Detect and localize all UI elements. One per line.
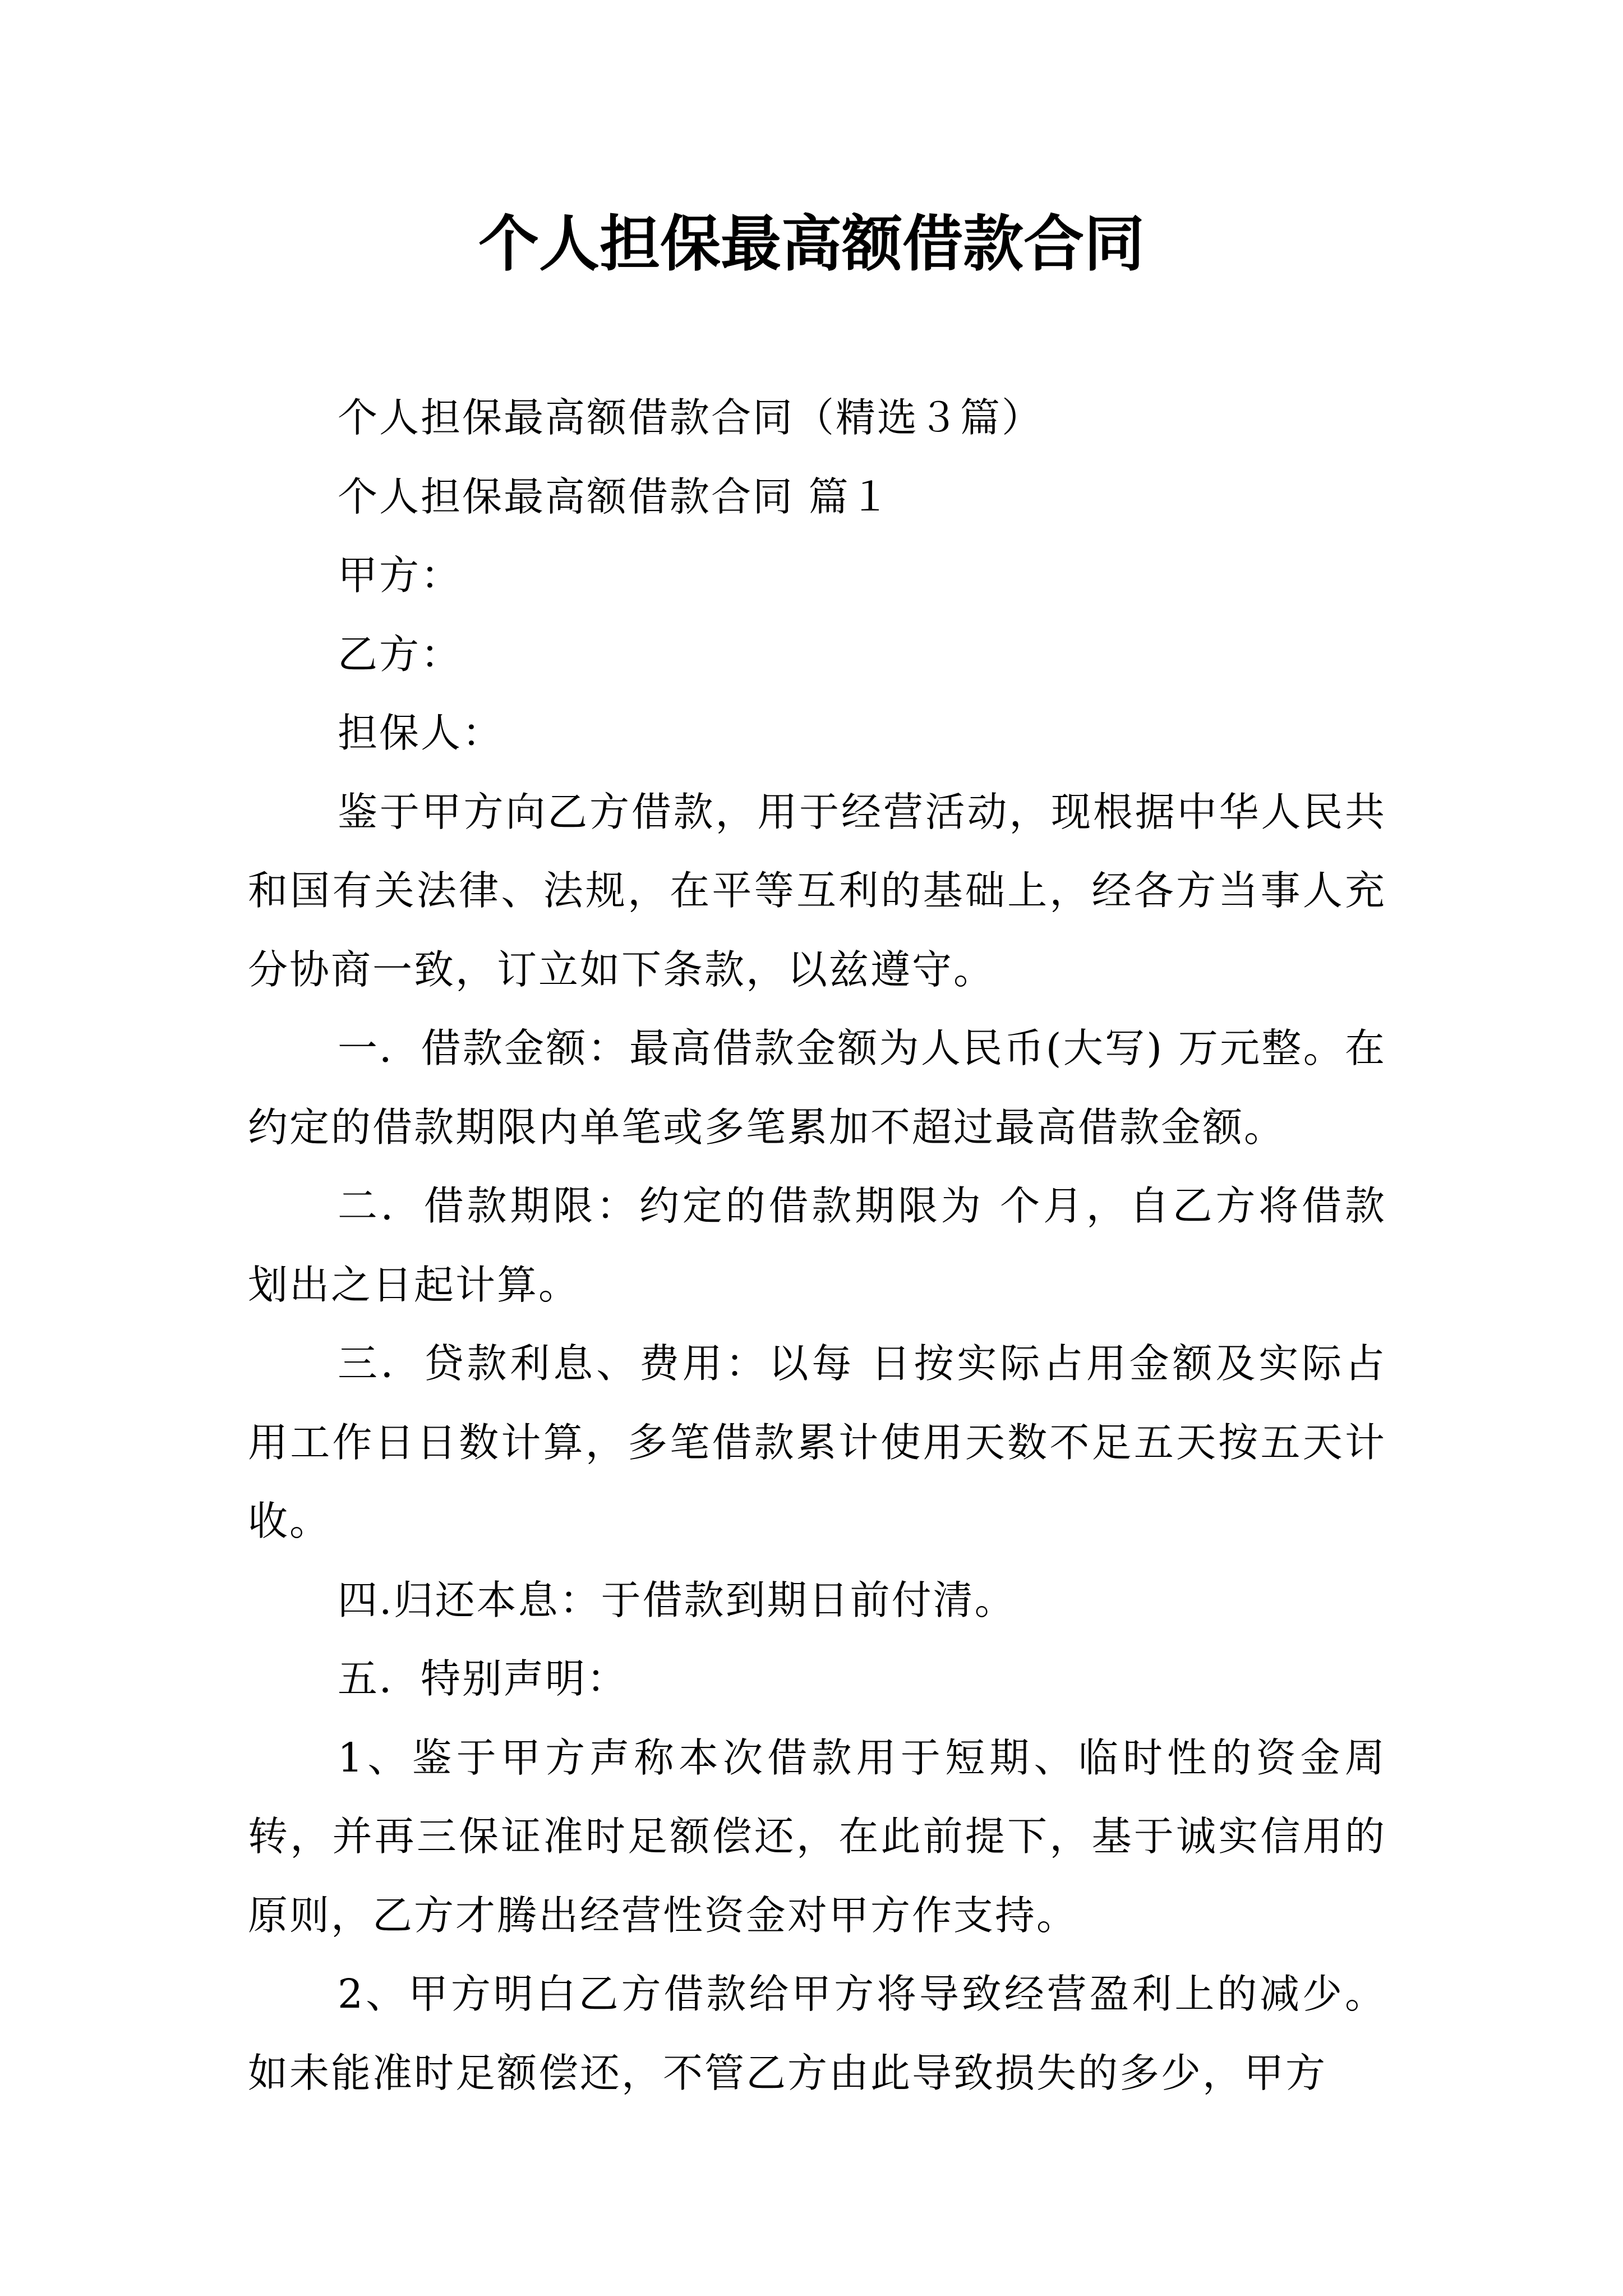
clause-loan-amount: 一．借款金额：最高借款金额为人民币(大写) 万元整。在约定的借款期限内单笔或多笔累加不超过最高借款金额。 (248, 1025, 1386, 1151)
statement-item-2: 2、甲方明白乙方借款给甲方将导致经营盈利上的减少。如未能准时足额偿还，不管乙方由此导致损失的多少，甲方 (248, 1971, 1386, 2096)
document-body (248, 379, 1386, 2113)
party-a-line: 甲方： (338, 552, 463, 599)
clause-interest-fees: 三．贷款利息、费用：以每 日按实际占用金额及实际占用工作日日数计算，多笔借款累计使用天数不足五天按五天计收。 (248, 1340, 1386, 1544)
document-title: 个人担保最高额借款合同 (478, 209, 1145, 279)
preamble-paragraph: 鉴于甲方向乙方借款，用于经营活动，现根据中华人民共和国有关法律、法规，在平等互利的基础上，经各方当事人充分协商一致，订立如下条款，以兹遵守。 (248, 788, 1386, 993)
clause-loan-term: 二．借款期限：约定的借款期限为 个月，自乙方将借款划出之日起计算。 (248, 1182, 1386, 1308)
subtitle-part-1: 个人担保最高额借款合同 篇１ (338, 473, 892, 520)
clause-special-statement: 五．特别声明： (338, 1655, 629, 1702)
clause-repayment: 四.归还本息：于借款到期日前付清。 (338, 1576, 1016, 1623)
party-b-line: 乙方： (338, 631, 463, 678)
guarantor-line: 担保人： (338, 710, 504, 756)
subtitle-collection: 个人担保最高额借款合同（精选３篇） (338, 394, 1044, 441)
statement-item-1: 1、鉴于甲方声称本次借款用于短期、临时性的资金周转，并再三保证准时足额偿还，在此前提下，基于诚实信用的原则，乙方才腾出经营性资金对甲方作支持。 (248, 1734, 1386, 1939)
